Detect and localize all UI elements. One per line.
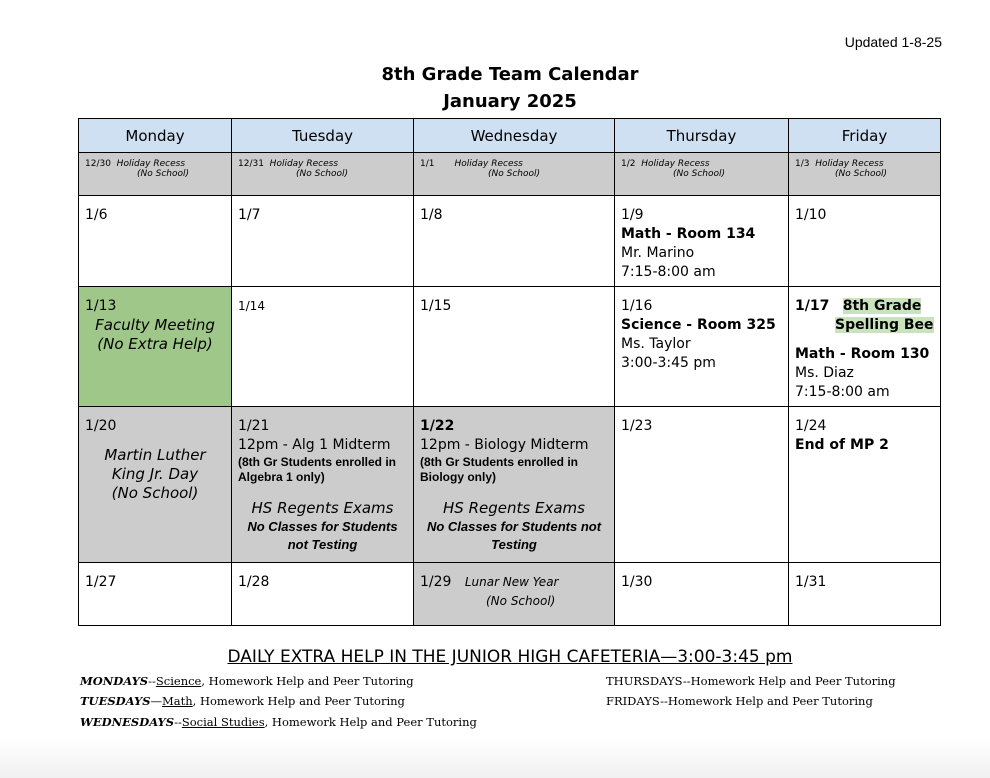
- extra-help-monday: [80, 674, 414, 688]
- event: Martin Luther: [104, 446, 206, 464]
- event-title: End of MP 2: [795, 437, 889, 453]
- date: 1/22: [420, 418, 455, 434]
- day-cell: [615, 153, 789, 196]
- exam: 12pm - Alg 1 Midterm: [238, 437, 391, 453]
- note: (No School): [673, 169, 726, 179]
- event: 8th Grade: [842, 298, 922, 314]
- subject: Math: [162, 694, 193, 708]
- event-title: Science - Room 325: [621, 317, 776, 333]
- day-header: Monday: [79, 119, 232, 153]
- date: 12/31: [238, 159, 264, 169]
- subject: Social Studies: [181, 715, 265, 729]
- date: 1/15: [420, 298, 452, 314]
- week-row: [79, 287, 941, 407]
- rest: , Homework Help and Peer Tutoring: [192, 694, 405, 708]
- day: TUESDAYS: [80, 694, 151, 708]
- day-cell: [232, 563, 414, 626]
- date: 1/28: [238, 574, 270, 590]
- event: Lunar New Year: [464, 575, 559, 589]
- event: Holiday Recess: [815, 159, 884, 169]
- event-title: Math - Room 134: [621, 226, 756, 242]
- date: 1/7: [238, 207, 261, 223]
- note: (No School): [296, 169, 349, 179]
- day-cell: [414, 196, 615, 287]
- date: 1/9: [621, 207, 644, 223]
- calendar-table: [78, 118, 941, 626]
- extra-help-thursday: THURSDAYS--Homework Help and Peer Tutoring: [606, 674, 896, 688]
- date: 1/2: [621, 159, 636, 169]
- date: 1/14: [238, 299, 265, 313]
- extra-help-wednesday: [80, 715, 477, 729]
- page-subtitle: January 2025: [443, 91, 577, 112]
- time: 3:00-3:45 pm: [621, 355, 716, 371]
- week-row: [79, 563, 941, 626]
- day: MONDAYS: [80, 674, 149, 688]
- exam: 12pm - Biology Midterm: [420, 437, 589, 453]
- day-cell: [79, 153, 232, 196]
- date: 1/17: [795, 298, 830, 314]
- regents-note: HS Regents Exams: [443, 499, 585, 517]
- event: King Jr. Day: [111, 465, 199, 483]
- rest: , Homework Help and Peer Tutoring: [201, 674, 414, 688]
- exam-note: (8th Gr Students enrolled in Biology only): [420, 455, 579, 484]
- day-cell: [79, 196, 232, 287]
- note: (No School): [835, 169, 888, 179]
- time: 7:15-8:00 am: [795, 384, 890, 400]
- exam-note: (8th Gr Students enrolled in Algebra 1 only): [238, 455, 397, 484]
- date: 1/6: [85, 207, 108, 223]
- day-cell: [79, 563, 232, 626]
- event-note: (No Extra Help): [97, 335, 213, 353]
- day-cell: [232, 153, 414, 196]
- event: Holiday Recess: [641, 159, 710, 169]
- day-cell: [789, 153, 941, 196]
- time: 7:15-8:00 am: [621, 264, 716, 280]
- day-cell: [789, 563, 941, 626]
- extra-help-heading: DAILY EXTRA HELP IN THE JUNIOR HIGH CAFETERIA—3:00-3:45 pm: [227, 647, 793, 667]
- day-header: Thursday: [615, 119, 789, 153]
- date: 1/27: [85, 574, 117, 590]
- date: 1/13: [85, 298, 117, 314]
- day-cell: [789, 196, 941, 287]
- date: 1/23: [621, 418, 653, 434]
- week-row: [79, 407, 941, 563]
- day-cell: [789, 287, 941, 407]
- sep: —: [150, 694, 162, 708]
- sep: --: [174, 715, 182, 729]
- date: 1/16: [621, 298, 653, 314]
- date: 1/24: [795, 418, 827, 434]
- date: 1/10: [795, 207, 827, 223]
- no-class-note: No Classes for Students not Testing: [247, 519, 398, 552]
- rest: , Homework Help and Peer Tutoring: [264, 715, 477, 729]
- date: 1/8: [420, 207, 443, 223]
- date: 1/21: [238, 418, 270, 434]
- week-row: [79, 196, 941, 287]
- day-cell: [615, 563, 789, 626]
- day-cell: [79, 287, 232, 407]
- date: 1/20: [85, 418, 117, 434]
- day: WEDNESDAYS: [80, 715, 175, 729]
- updated-date: Updated 1-8-25: [844, 34, 942, 50]
- day-cell: [615, 287, 789, 407]
- event: Holiday Recess: [454, 159, 523, 169]
- day-cell: [232, 196, 414, 287]
- day-cell: [615, 407, 789, 563]
- page-bottom: [0, 738, 990, 778]
- day-cell: [414, 407, 615, 563]
- event: Holiday Recess: [269, 159, 339, 169]
- date: 1/29: [420, 574, 452, 590]
- day-cell: [79, 407, 232, 563]
- event: Faculty Meeting: [95, 316, 215, 334]
- date: 1/31: [795, 574, 827, 590]
- day-cell: [414, 287, 615, 407]
- event-note: (No School): [111, 484, 199, 502]
- holiday-row: [79, 153, 941, 196]
- day-header: Friday: [789, 119, 941, 153]
- date: 12/30: [85, 159, 111, 169]
- header-row: [79, 119, 941, 153]
- day-cell: [232, 407, 414, 563]
- event: Spelling Bee: [835, 317, 934, 333]
- teacher: Ms. Taylor: [621, 336, 691, 352]
- extra-help-tuesday: [80, 694, 405, 708]
- no-class-note: No Classes for Students not Testing: [426, 519, 602, 552]
- day-cell: [615, 196, 789, 287]
- day-cell: [789, 407, 941, 563]
- page-title: 8th Grade Team Calendar: [381, 64, 639, 85]
- note: (No School): [137, 169, 190, 179]
- day-header: Wednesday: [414, 119, 615, 153]
- event-title: Math - Room 130: [795, 346, 930, 362]
- note: (No School): [488, 169, 541, 179]
- event-note: (No School): [486, 594, 556, 608]
- extra-help-friday: FRIDAYS--Homework Help and Peer Tutoring: [606, 694, 873, 708]
- date: 1/1: [420, 159, 435, 169]
- sep: --: [148, 674, 156, 688]
- regents-note: HS Regents Exams: [251, 499, 394, 517]
- event: Holiday Recess: [116, 159, 186, 169]
- teacher: Ms. Diaz: [795, 365, 854, 381]
- date: 1/30: [621, 574, 653, 590]
- teacher: Mr. Marino: [621, 245, 695, 261]
- day-cell: [414, 563, 615, 626]
- date: 1/3: [795, 159, 810, 169]
- day-cell: [232, 287, 414, 407]
- subject: Science: [155, 674, 202, 688]
- day-header: Tuesday: [232, 119, 414, 153]
- day-cell: [414, 153, 615, 196]
